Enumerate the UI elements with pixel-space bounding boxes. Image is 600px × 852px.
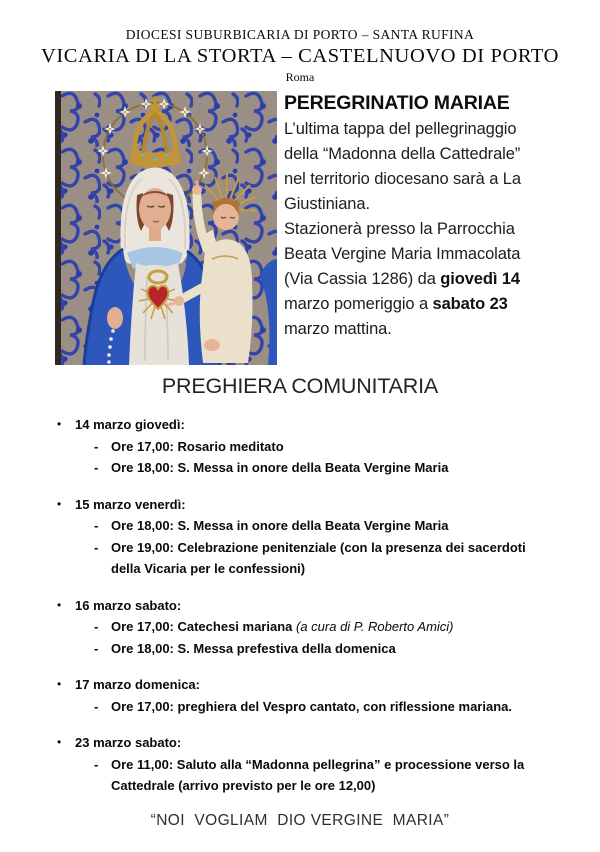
date-start: giovedì 14	[440, 270, 520, 288]
schedule-item	[94, 616, 547, 638]
schedule-item-text: Ore 17,00: Rosario meditato	[111, 438, 284, 454]
bullet-icon: •	[57, 735, 62, 749]
schedule-day-row	[57, 595, 547, 617]
schedule-day-label: 15 marzo venerdì:	[75, 496, 186, 512]
schedule-item-text: Ore 18,00: S. Messa prefestiva della domenica	[111, 640, 396, 656]
date-end: sabato 23	[432, 295, 508, 313]
schedule-day-label: 16 marzo sabato:	[75, 597, 182, 613]
schedule-item	[94, 638, 547, 660]
dash-icon: -	[94, 539, 99, 555]
schedule-day-label: 17 marzo domenica:	[75, 677, 200, 692]
schedule-item-text: Ore 11,00: Saluto alla “Madonna pellegrina” e processione verso la Cattedrale (arrivo previsto per le ore 12,00)	[111, 756, 525, 793]
schedule-group	[57, 674, 547, 717]
schedule-item-text: Ore 18,00: S. Messa in onore della Beata Vergine Maria	[111, 518, 449, 533]
schedule-item	[94, 515, 547, 537]
dash-icon: -	[94, 698, 99, 714]
schedule-day-row	[57, 494, 547, 516]
schedule-item	[94, 457, 547, 479]
intro-p2-pre: Stazionerà presso la Parrocchia Beata Vergine Maria Immacolata (Via Cassia 1286) da	[284, 220, 521, 288]
madonna-photo	[55, 91, 277, 365]
vicaria-title: VICARIA DI LA STORTA – CASTELNUOVO DI PORTO	[40, 45, 560, 67]
dash-icon: -	[94, 619, 99, 634]
intro-paragraph-1: L’ultima tappa del pellegrinaggio della “Madonna della Cattedrale” nel territorio diocesano sarà a La Giustiniana.	[284, 120, 521, 213]
schedule-item-text: Ore 18,00: S. Messa in onore della Beata Vergine Maria	[111, 460, 449, 475]
intro-p2-mid: marzo pomeriggio a	[284, 295, 433, 313]
intro-p2-post: marzo mattina.	[284, 320, 392, 338]
bullet-icon: •	[57, 677, 62, 691]
schedule-group	[57, 595, 547, 660]
bullet-icon: •	[57, 496, 62, 511]
schedule-group	[57, 494, 547, 580]
schedule-item	[94, 436, 547, 458]
schedule-group	[57, 414, 547, 479]
dash-icon: -	[94, 640, 99, 656]
schedule-day-row	[57, 674, 547, 696]
bullet-icon: •	[57, 417, 62, 431]
schedule-group	[57, 732, 547, 797]
document-header	[0, 0, 600, 84]
intro-section	[55, 91, 600, 365]
schedule-day-row	[57, 732, 547, 754]
schedule-item-text: Ore 17,00: Catechesi mariana (a cura di P. Roberto Amici)	[111, 619, 454, 634]
city-label: Roma	[285, 70, 315, 84]
dash-icon: -	[94, 756, 99, 772]
peregrinatio-title: PEREGRINATIO MARIAE	[284, 92, 510, 114]
schedule-day-label: 14 marzo giovedì:	[75, 417, 185, 432]
section-title: PREGHIERA COMUNITARIA	[161, 374, 439, 398]
footer-quote: “NOI VOGLIAM DIO VERGINE MARIA”	[150, 811, 450, 829]
schedule-item	[94, 537, 547, 580]
dash-icon: -	[94, 460, 99, 475]
schedule-item	[94, 696, 547, 718]
schedule-day-label: 23 marzo sabato:	[75, 735, 182, 750]
dash-icon: -	[94, 518, 99, 533]
intro-paragraph-2	[284, 217, 546, 342]
schedule-item	[94, 754, 547, 797]
diocese-title: DIOCESI SUBURBICARIA DI PORTO – SANTA RUFINA	[125, 27, 475, 42]
dash-icon: -	[94, 438, 99, 454]
madonna-statue-image	[55, 91, 277, 365]
schedule-item-text: Ore 19,00: Celebrazione penitenziale (con la presenza dei sacerdoti della Vicaria per le confessioni)	[111, 539, 526, 576]
schedule-item-text: Ore 17,00: preghiera del Vespro cantato, con riflessione mariana.	[111, 698, 512, 714]
intro-text	[284, 91, 546, 365]
bullet-icon: •	[57, 597, 62, 612]
schedule-list	[57, 414, 547, 797]
schedule-day-row	[57, 414, 547, 436]
